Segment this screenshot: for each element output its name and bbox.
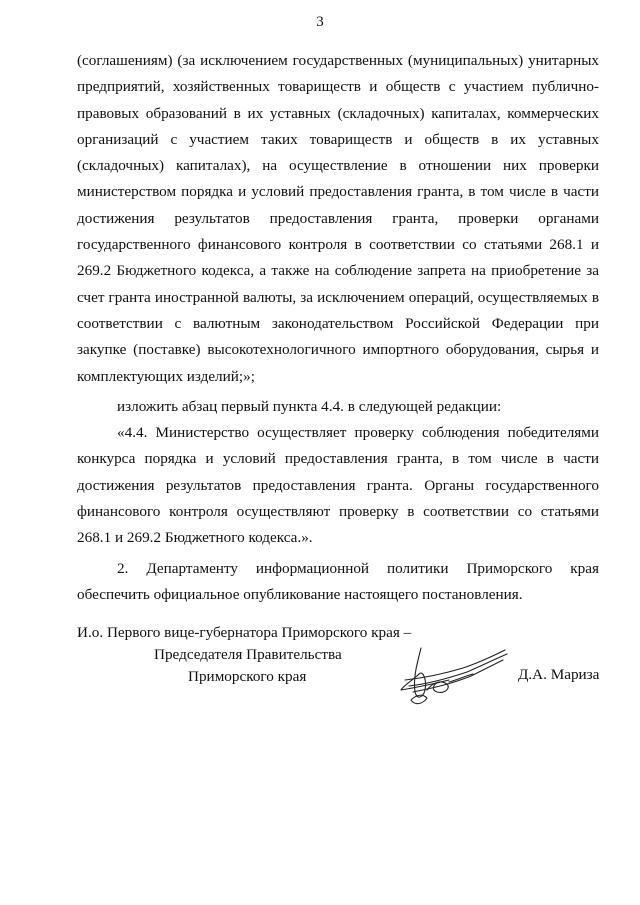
page-number: 3 xyxy=(316,14,324,30)
signatory-title-line-2: Председателя Правительства xyxy=(154,646,342,663)
signatory-name: Д.А. Мариза xyxy=(518,666,600,683)
signatory-title-line-1: И.о. Первого вице-губернатора Приморского края – xyxy=(77,624,412,641)
paragraph-agreements: (соглашениям) (за исключением государственных (муниципальных) унитарных предприятий, хозяйственных товариществ и обществ с участием публично-правовых образований в их уставных (складочных) капиталах, коммерческих организаций с участием таких товариществ и обществ в их уставных (складочных) капиталах), на осуществление в отношении них проверки министерством порядка и условий предоставления гранта, в том числе в части достижения результатов предоставления гранта, проверки органами государственного финансового контроля в соответствии со статьями 268.1 и 269.2 Бюджетного кодекса, а также на соблюдение запрета на приобретение за счет гранта иностранной валюты, за исключением операций, осуществляемых в соответствии с валютным законодательством Российской Федерации при закупке (поставке) высокотехнологичного импортного оборудования, сырья и комплектующих изделий;»; xyxy=(77,52,599,385)
signatory-title xyxy=(77,622,417,688)
handwritten-signature xyxy=(393,634,513,714)
signatory-title-line-3: Приморского края xyxy=(188,668,307,685)
paragraph-amend-4-4: изложить абзац первый пункта 4.4. в следующей редакции: xyxy=(117,397,502,415)
paragraph-4-4-text: «4.4. Министерство осуществляет проверку соблюдения победителями конкурса порядка и условий предоставления гранта, в том числе в части достижения результатов предоставления гранта. Органы государственного финансового контроля осуществляют проверку в соответствии со статьями 268.1 и 269.2 Бюджетного кодекса.». xyxy=(77,424,599,547)
paragraph-publication: 2. Департаменту информационной политики Приморского края обеспечить официальное опубликование настоящего постановления. xyxy=(77,559,599,603)
document-body xyxy=(77,48,599,608)
